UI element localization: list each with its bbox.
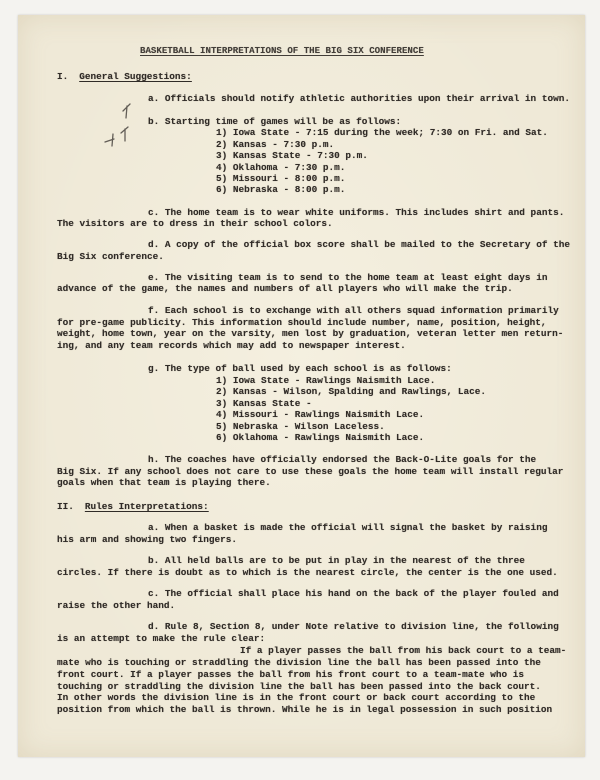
item-h-line: h. The coaches have officially endorsed the Back-O-Lite goals for the bbox=[148, 454, 537, 465]
rule-d-paragraph-line: touching or straddling the division line the ball has been passed into the back court. bbox=[57, 681, 541, 692]
rule-b-line: circles. If there is doubt as to which is the nearest circle, the center is the one used. bbox=[57, 567, 558, 578]
section-heading-rules bbox=[57, 501, 209, 513]
rule-c-line: raise the other hand. bbox=[57, 600, 176, 611]
item-f-line: weight, home town, year on the varsity, men lost by graduation, veteran letter men return- bbox=[57, 328, 564, 339]
item-e-line: advance of the game, the names and numbers of all players who will make the trip. bbox=[57, 283, 513, 294]
item-f-line: ing, and any team records which may add to newspaper interest. bbox=[57, 340, 406, 351]
ball-item: 6) Oklahoma - Rawlings Naismith Lace. bbox=[216, 432, 425, 443]
item-c-line: c. The home team is to wear white uniforms. This includes shirt and pants. bbox=[148, 207, 565, 218]
rule-d-paragraph-line: If a player passes the ball from his back court to a team- bbox=[240, 645, 567, 656]
rule-d-paragraph-line: mate who is touching or straddling the division line the ball has been passed into the bbox=[57, 657, 541, 668]
item-d-line: Big Six conference. bbox=[57, 251, 164, 262]
ball-item: 3) Kansas State - bbox=[216, 398, 312, 409]
schedule-item: 1) Iowa State - 7:15 during the week; 7:30 on Fri. and Sat. bbox=[216, 127, 548, 138]
item-g-intro: g. The type of ball used by each school is as follows: bbox=[148, 363, 452, 374]
rule-d-paragraph-line: position from which the ball is thrown. While he is in legal possession in such position bbox=[57, 704, 553, 715]
document-title: BASKETBALL INTERPRETATIONS OF THE BIG SIX CONFERENCE bbox=[140, 45, 424, 56]
item-e-line: e. The visiting team is to send to the home team at least eight days in bbox=[148, 272, 548, 283]
section-heading-general bbox=[57, 71, 192, 83]
rule-d-intro: d. Rule 8, Section 8, under Note relative to division line, the following bbox=[148, 621, 559, 632]
item-f-line: for pre-game publicity. This information should include number, name, position, height, bbox=[57, 317, 547, 328]
section-number: II. bbox=[57, 501, 74, 512]
schedule-item: 3) Kansas State - 7:30 p.m. bbox=[216, 150, 368, 161]
schedule-item: 5) Missouri - 8:00 p.m. bbox=[216, 173, 346, 184]
section-number: I. bbox=[57, 71, 69, 82]
rule-a-line: a. When a basket is made the official will signal the basket by raising bbox=[148, 522, 548, 533]
ball-item: 2) Kansas - Wilson, Spalding and Rawlings, Lace. bbox=[216, 386, 487, 397]
rule-d-intro: is an attempt to make the rule clear: bbox=[57, 633, 266, 644]
section-title: General Suggestions: bbox=[79, 71, 192, 82]
ball-item: 1) Iowa State - Rawlings Naismith Lace. bbox=[216, 375, 436, 386]
item-h-line: goals when that team is playing there. bbox=[57, 477, 271, 488]
item-c-line: The visitors are to dress in their school colors. bbox=[57, 218, 333, 229]
schedule-item: 2) Kansas - 7:30 p.m. bbox=[216, 139, 335, 150]
rule-d-paragraph-line: front court. If a player passes the ball from his front court to a team-mate who is bbox=[57, 669, 524, 680]
rule-d-paragraph-line: In other words the division line is in the front court or back court according to the bbox=[57, 692, 536, 703]
rule-a-line: his arm and showing two fingers. bbox=[57, 534, 238, 545]
schedule-item: 6) Nebraska - 8:00 p.m. bbox=[216, 184, 346, 195]
item-f-line: f. Each school is to exchange with all others squad information primarily bbox=[148, 305, 559, 316]
item-b-intro: b. Starting time of games will be as follows: bbox=[148, 116, 402, 127]
rule-b-line: b. All held balls are to be put in play in the nearest of the three bbox=[148, 555, 525, 566]
item-d-line: d. A copy of the official box score shall be mailed to the Secretary of the bbox=[148, 239, 570, 250]
rule-c-line: c. The official shall place his hand on the back of the player fouled and bbox=[148, 588, 559, 599]
ball-item: 4) Missouri - Rawlings Naismith Lace. bbox=[216, 409, 425, 420]
ball-item: 5) Nebraska - Wilson Laceless. bbox=[216, 421, 385, 432]
item-a-line: a. Officials should notify athletic authorities upon their arrival in town. bbox=[148, 93, 570, 104]
schedule-item: 4) Oklahoma - 7:30 p.m. bbox=[216, 162, 346, 173]
section-title: Rules Interpretations: bbox=[84, 501, 209, 512]
item-h-line: Big Six. If any school does not care to use these goals the home team will install regular bbox=[57, 466, 564, 477]
